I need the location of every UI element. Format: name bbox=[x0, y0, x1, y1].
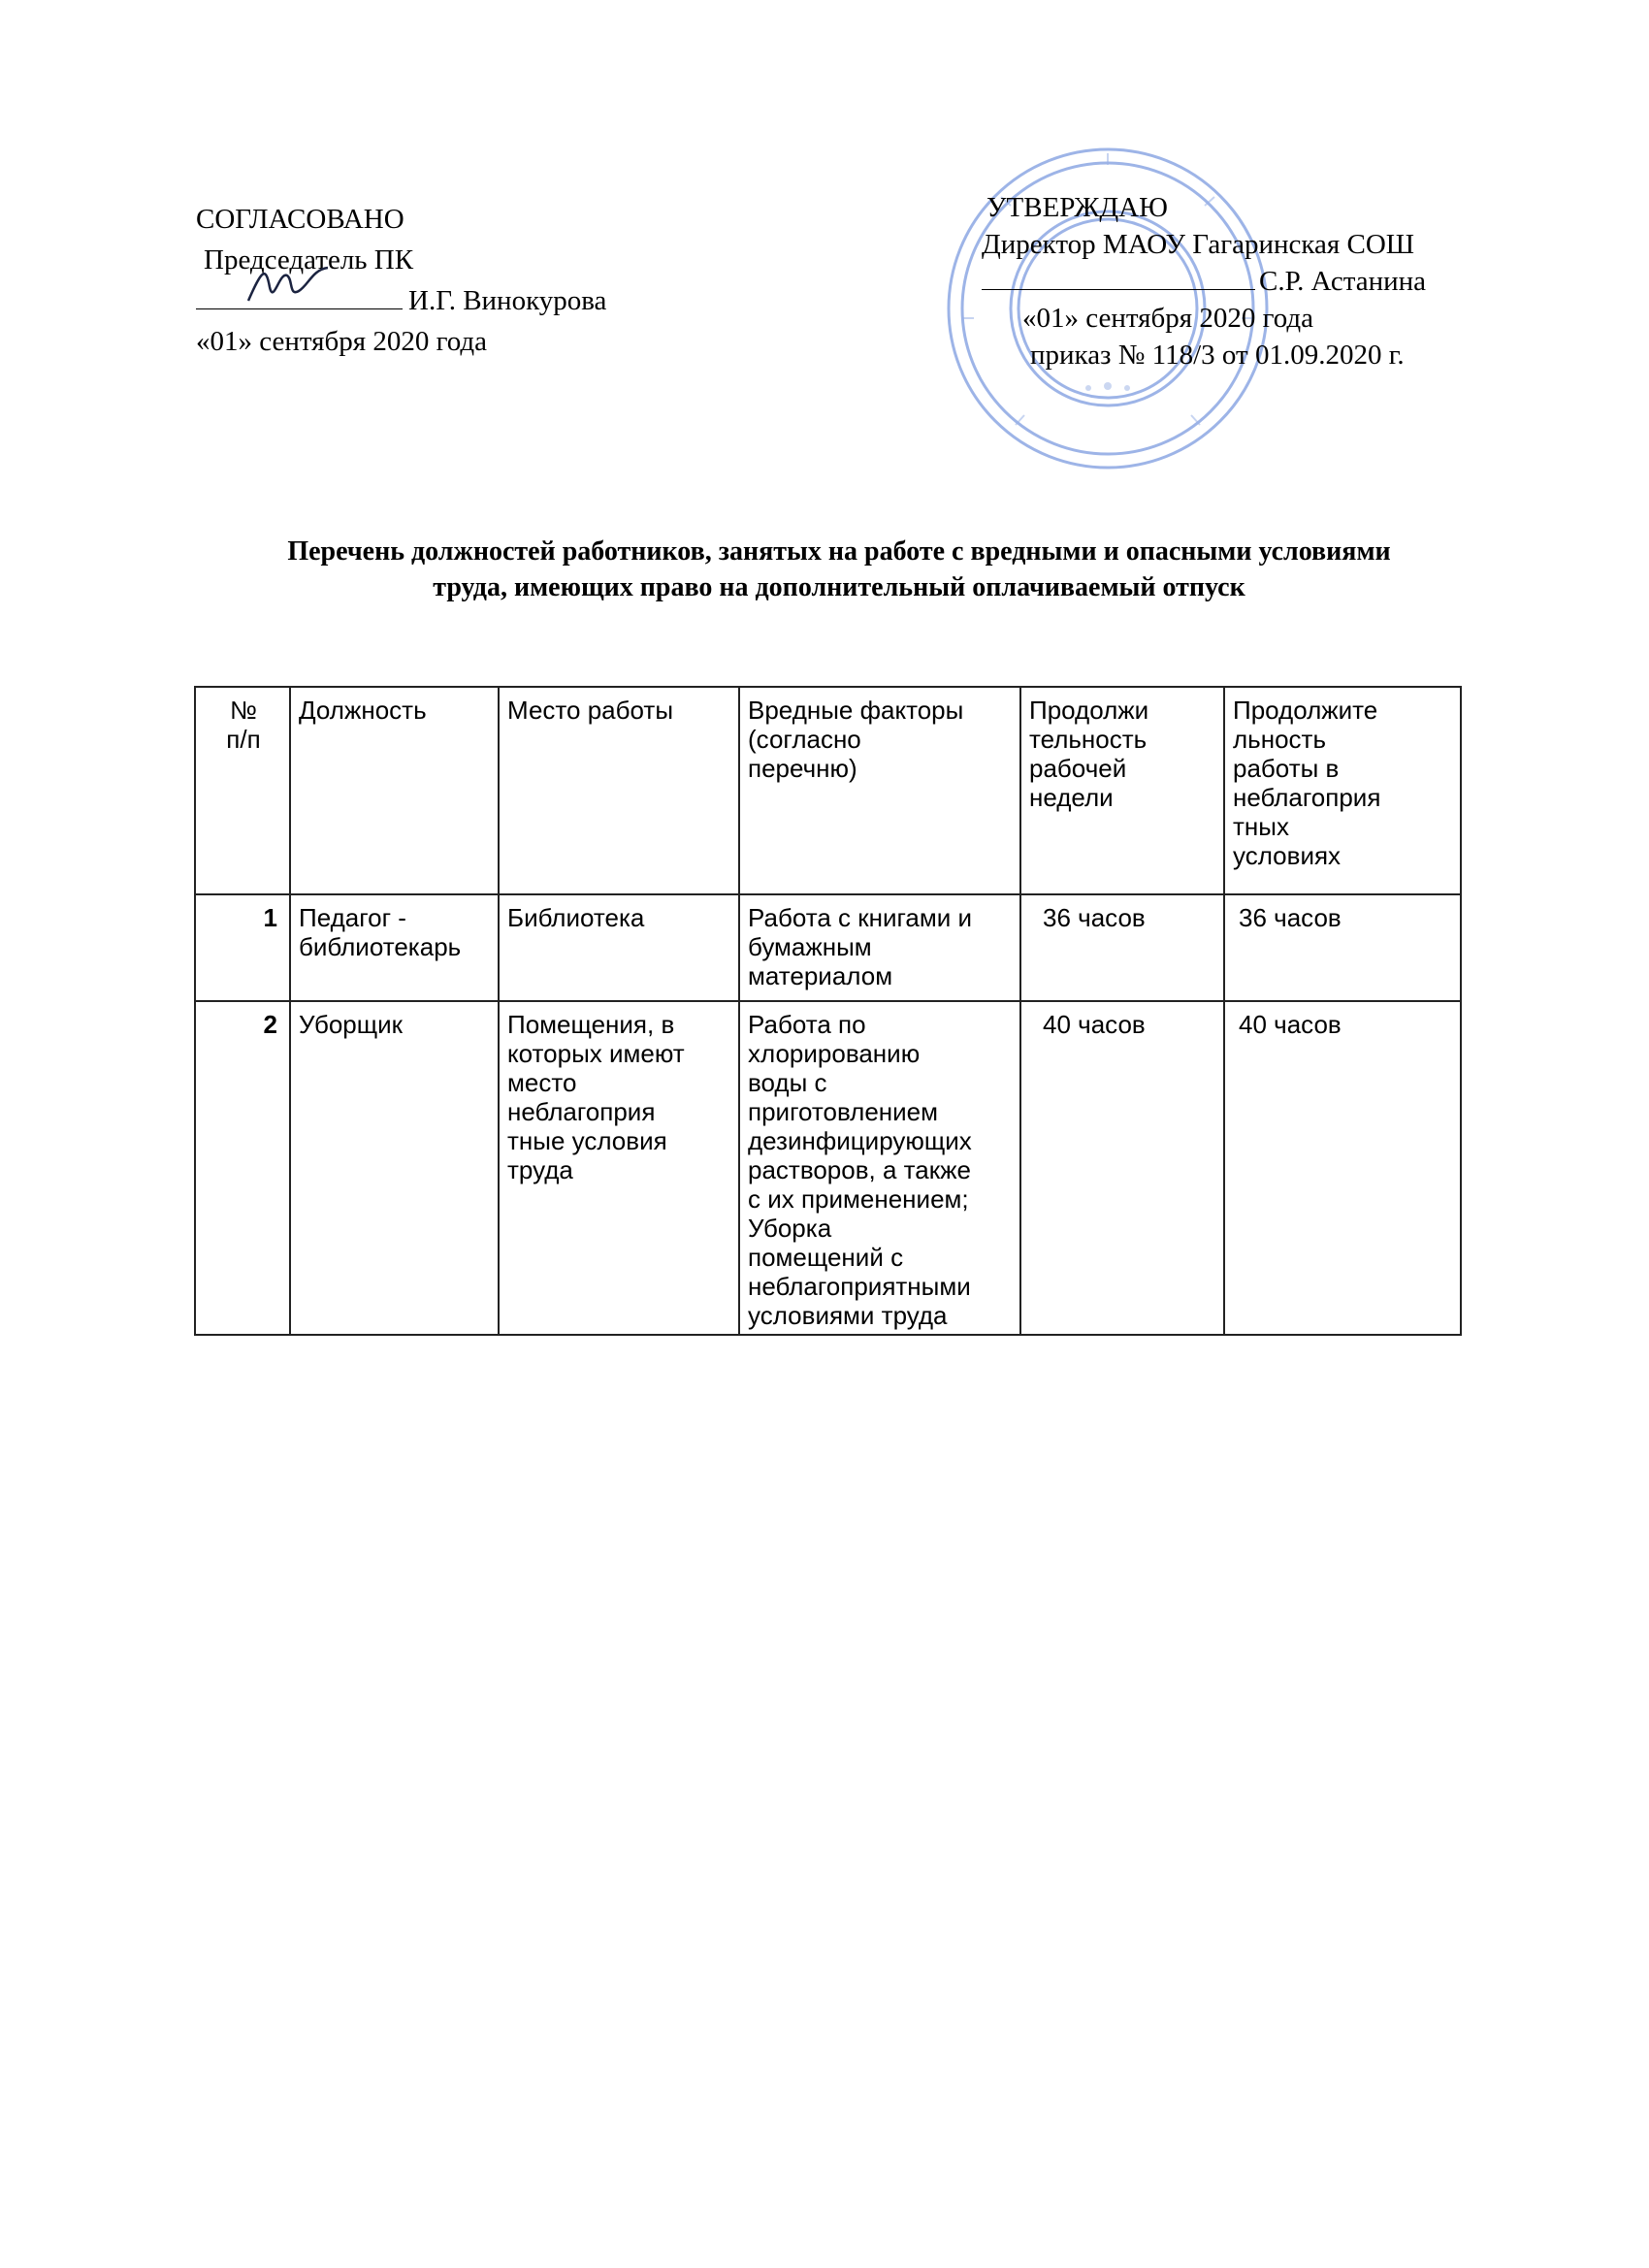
agreed-role: Председатель ПК bbox=[204, 244, 414, 275]
table-row bbox=[195, 894, 1461, 1001]
approved-date: «01» сентября 2020 года bbox=[1022, 303, 1314, 334]
row-position: Педагог - библиотекарь bbox=[290, 894, 499, 1001]
agreed-date: «01» сентября 2020 года bbox=[196, 326, 488, 357]
header-position: Должность bbox=[290, 687, 499, 894]
positions-table bbox=[194, 686, 1462, 1336]
row-harmful-factors: Работа по хлорированию воды с приготовлением дезинфицирующих растворов, а также с их применением; Уборка помещений с неблагоприятными условиями труда bbox=[739, 1001, 1020, 1335]
header-harmful-factors: Вредные факторы (согласно перечню) bbox=[739, 687, 1020, 894]
approved-signature-line bbox=[982, 264, 1255, 290]
header-number: № п/п bbox=[195, 687, 290, 894]
row-position: Уборщик bbox=[290, 1001, 499, 1335]
header-work-week: Продолжи тельность рабочей недели bbox=[1020, 687, 1224, 894]
approved-name: С.Р. Астанина bbox=[1259, 266, 1427, 297]
table-row bbox=[195, 1001, 1461, 1335]
agreed-name: И.Г. Винокурова bbox=[408, 285, 607, 316]
agreed-block bbox=[196, 199, 606, 362]
row-duration: 36 часов bbox=[1224, 894, 1461, 1001]
row-duration: 40 часов bbox=[1224, 1001, 1461, 1335]
row-number: 2 bbox=[195, 1001, 290, 1335]
header-workplace: Место работы bbox=[499, 687, 739, 894]
agreed-signature bbox=[244, 262, 332, 310]
table-header-row bbox=[195, 687, 1461, 894]
approved-heading: УТВЕРЖДАЮ bbox=[986, 192, 1168, 223]
approved-order: приказ № 118/3 от 01.09.2020 г. bbox=[1030, 340, 1405, 371]
title-line-1: Перечень должностей работников, занятых на работе с вредными и опасными условиями bbox=[287, 536, 1391, 567]
row-work-week: 40 часов bbox=[1020, 1001, 1224, 1335]
row-harmful-factors: Работа с книгами и бумажным материалом bbox=[739, 894, 1020, 1001]
approved-role: Директор МАОУ Гагаринская СОШ bbox=[982, 229, 1415, 260]
agreed-heading: СОГЛАСОВАНО bbox=[196, 204, 404, 235]
approved-block bbox=[982, 189, 1426, 373]
agreed-signature-line bbox=[196, 281, 403, 309]
row-number: 1 bbox=[195, 894, 290, 1001]
row-work-week: 36 часов bbox=[1020, 894, 1224, 1001]
document-title bbox=[184, 534, 1494, 605]
row-workplace: Библиотека bbox=[499, 894, 739, 1001]
header-duration: Продолжите льность работы в неблагоприя тных условиях bbox=[1224, 687, 1461, 894]
title-line-2: труда, имеющих право на дополнительный оплачиваемый отпуск bbox=[433, 572, 1245, 602]
row-workplace: Помещения, в которых имеют место неблагоприя тные условия труда bbox=[499, 1001, 739, 1335]
